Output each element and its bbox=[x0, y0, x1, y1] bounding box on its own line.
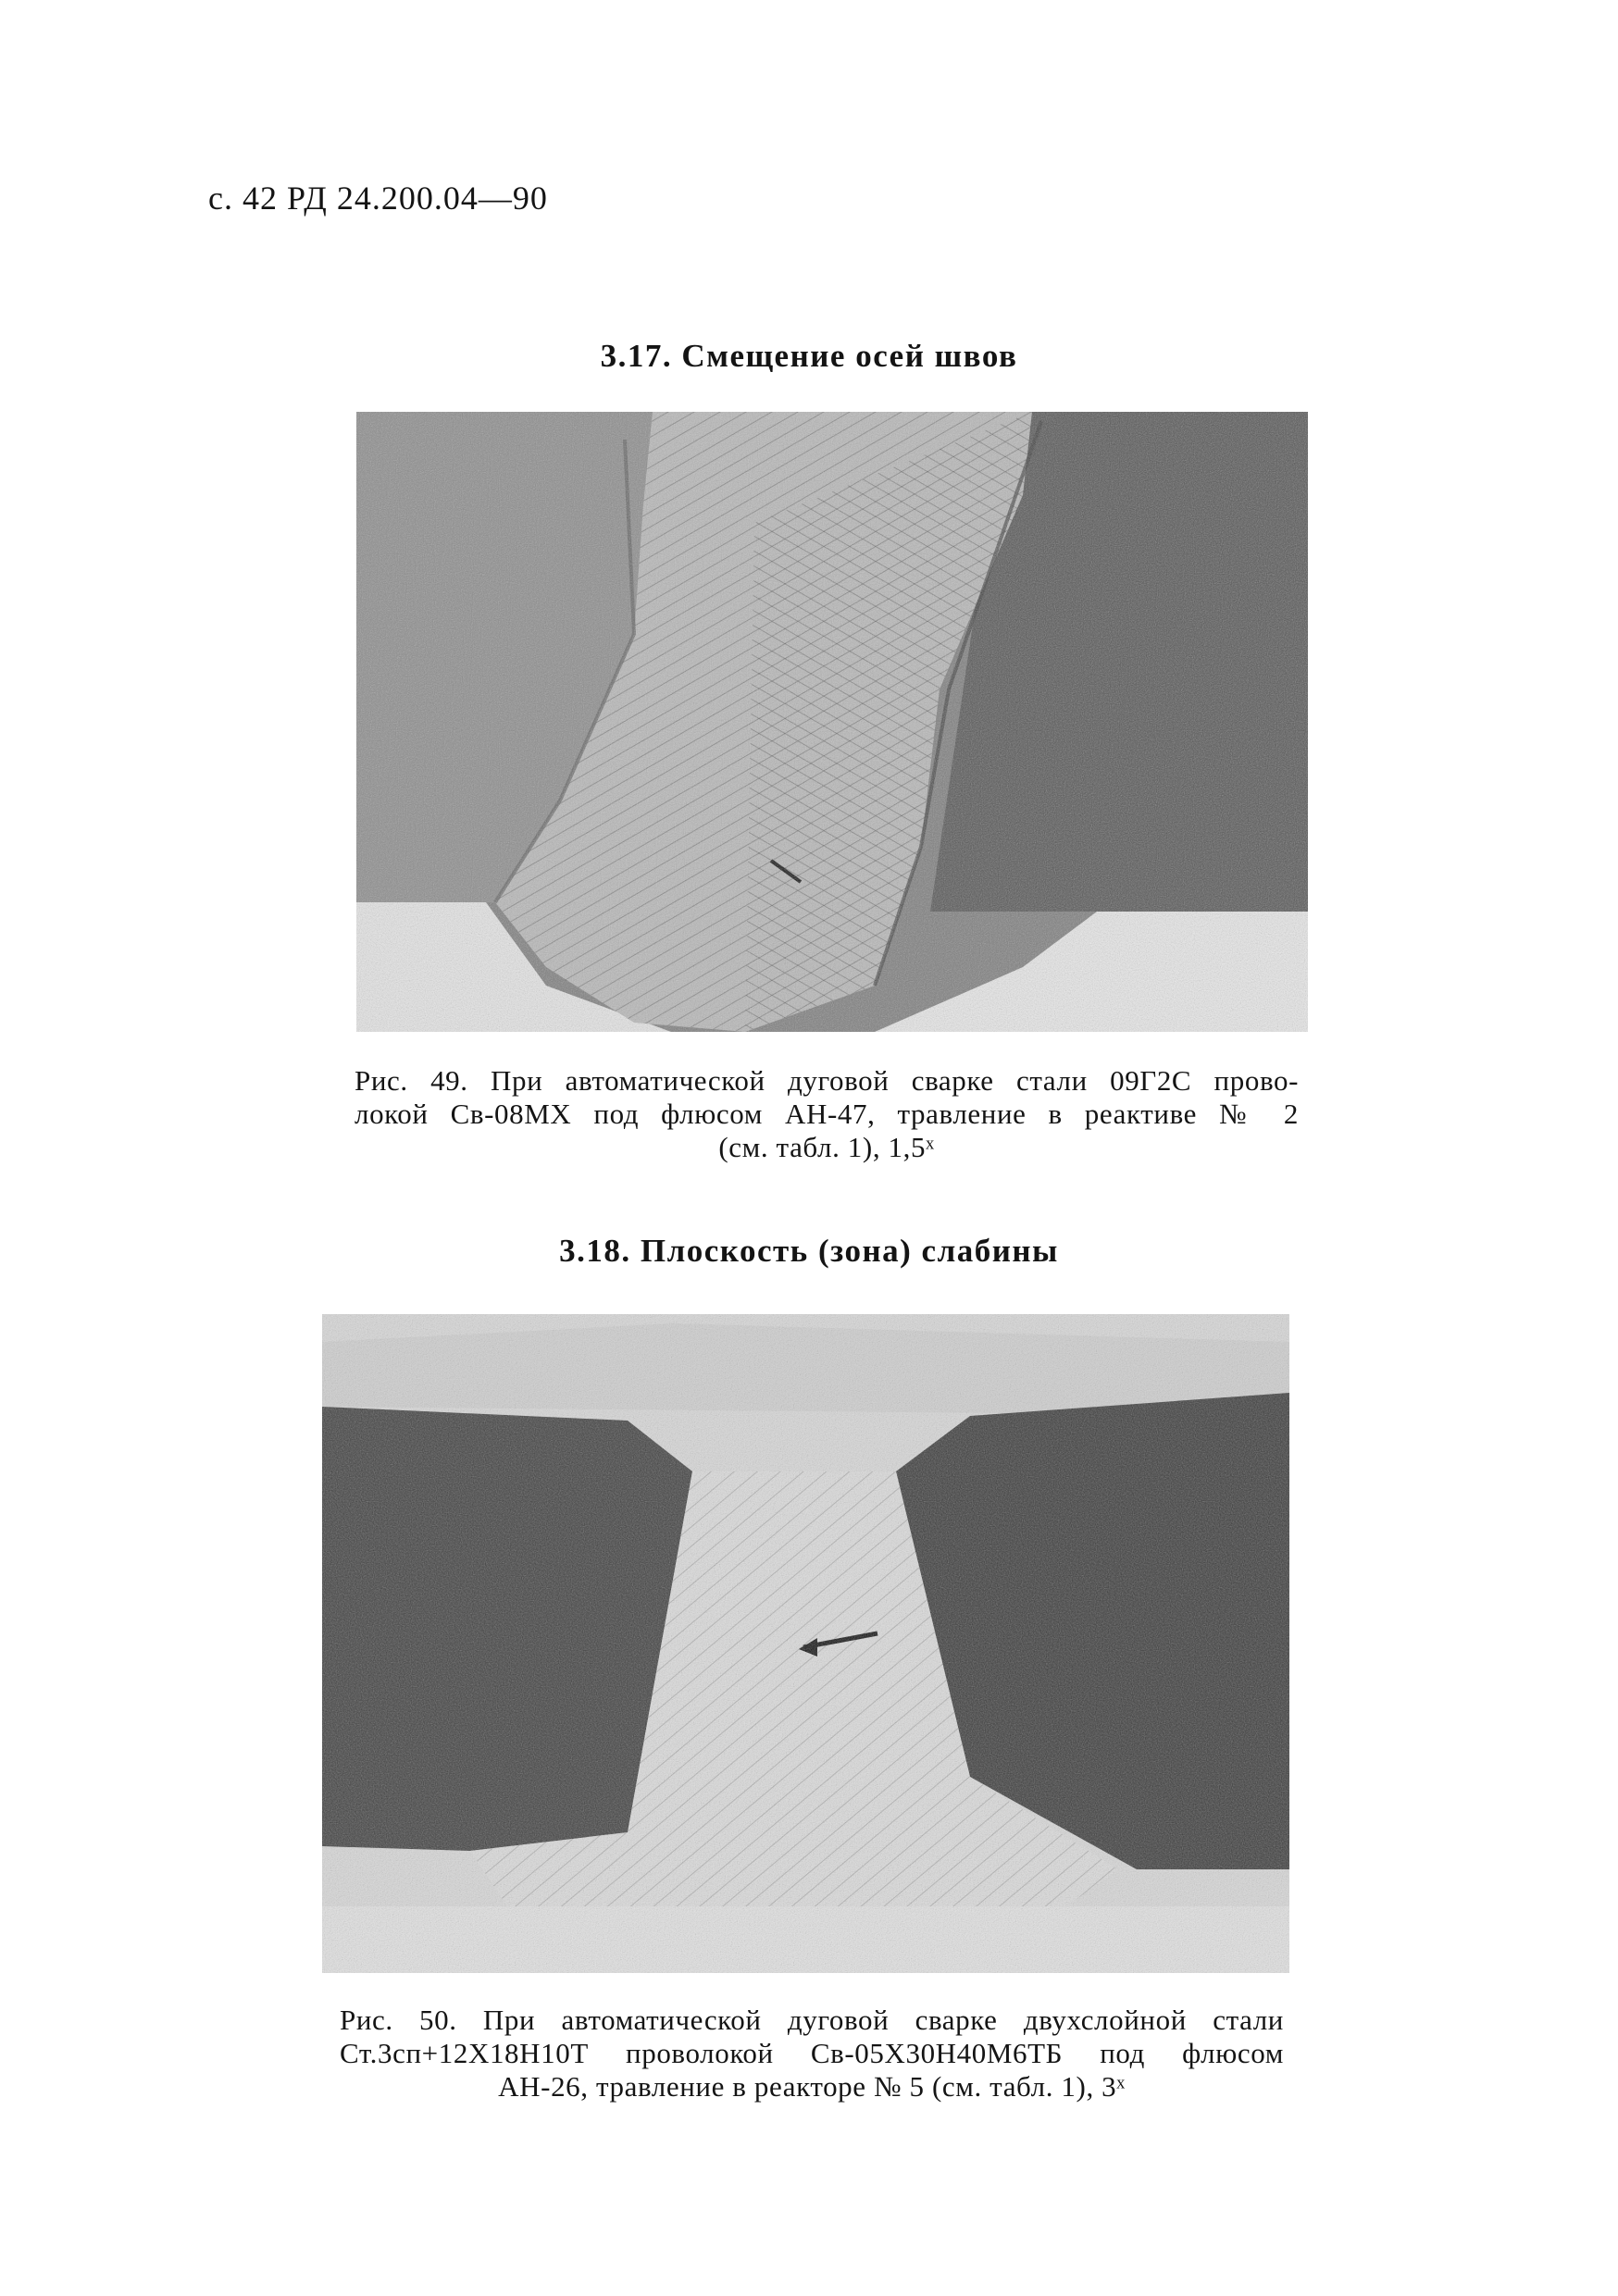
page-header: с. 42 РД 24.200.04—90 bbox=[208, 180, 548, 217]
section-heading-3-18: 3.18. Плоскость (зона) слабины bbox=[559, 1233, 1059, 1269]
caption-line: локой Св-08МХ под флюсом АН-47, травление в реактиве № 2 bbox=[355, 1098, 1299, 1130]
caption-line: (см. табл. 1), 1,5ˣ bbox=[718, 1131, 935, 1163]
weld-micrograph-49-image bbox=[356, 412, 1308, 1032]
caption-line: Рис. 49. При автоматической дуговой сварке стали 09Г2С прово- bbox=[355, 1064, 1299, 1097]
figure-50-caption bbox=[340, 2004, 1284, 2104]
weld-micrograph-50-image bbox=[322, 1314, 1289, 1973]
figure-49-caption bbox=[355, 1064, 1299, 1164]
weld-micrograph-figure-49 bbox=[356, 412, 1308, 1032]
section-heading-3-17: 3.17. Смещение осей швов bbox=[600, 338, 1018, 374]
caption-line: Ст.3сп+12Х18Н10Т проволокой Св-05Х30Н40М6ТБ под флюсом bbox=[340, 2037, 1284, 2069]
caption-line: АН-26, травление в реакторе № 5 (см. табл. 1), 3ˣ bbox=[498, 2070, 1126, 2103]
weld-micrograph-figure-50 bbox=[322, 1314, 1289, 1973]
caption-line: Рис. 50. При автоматической дуговой сварке двухслойной стали bbox=[340, 2004, 1284, 2036]
